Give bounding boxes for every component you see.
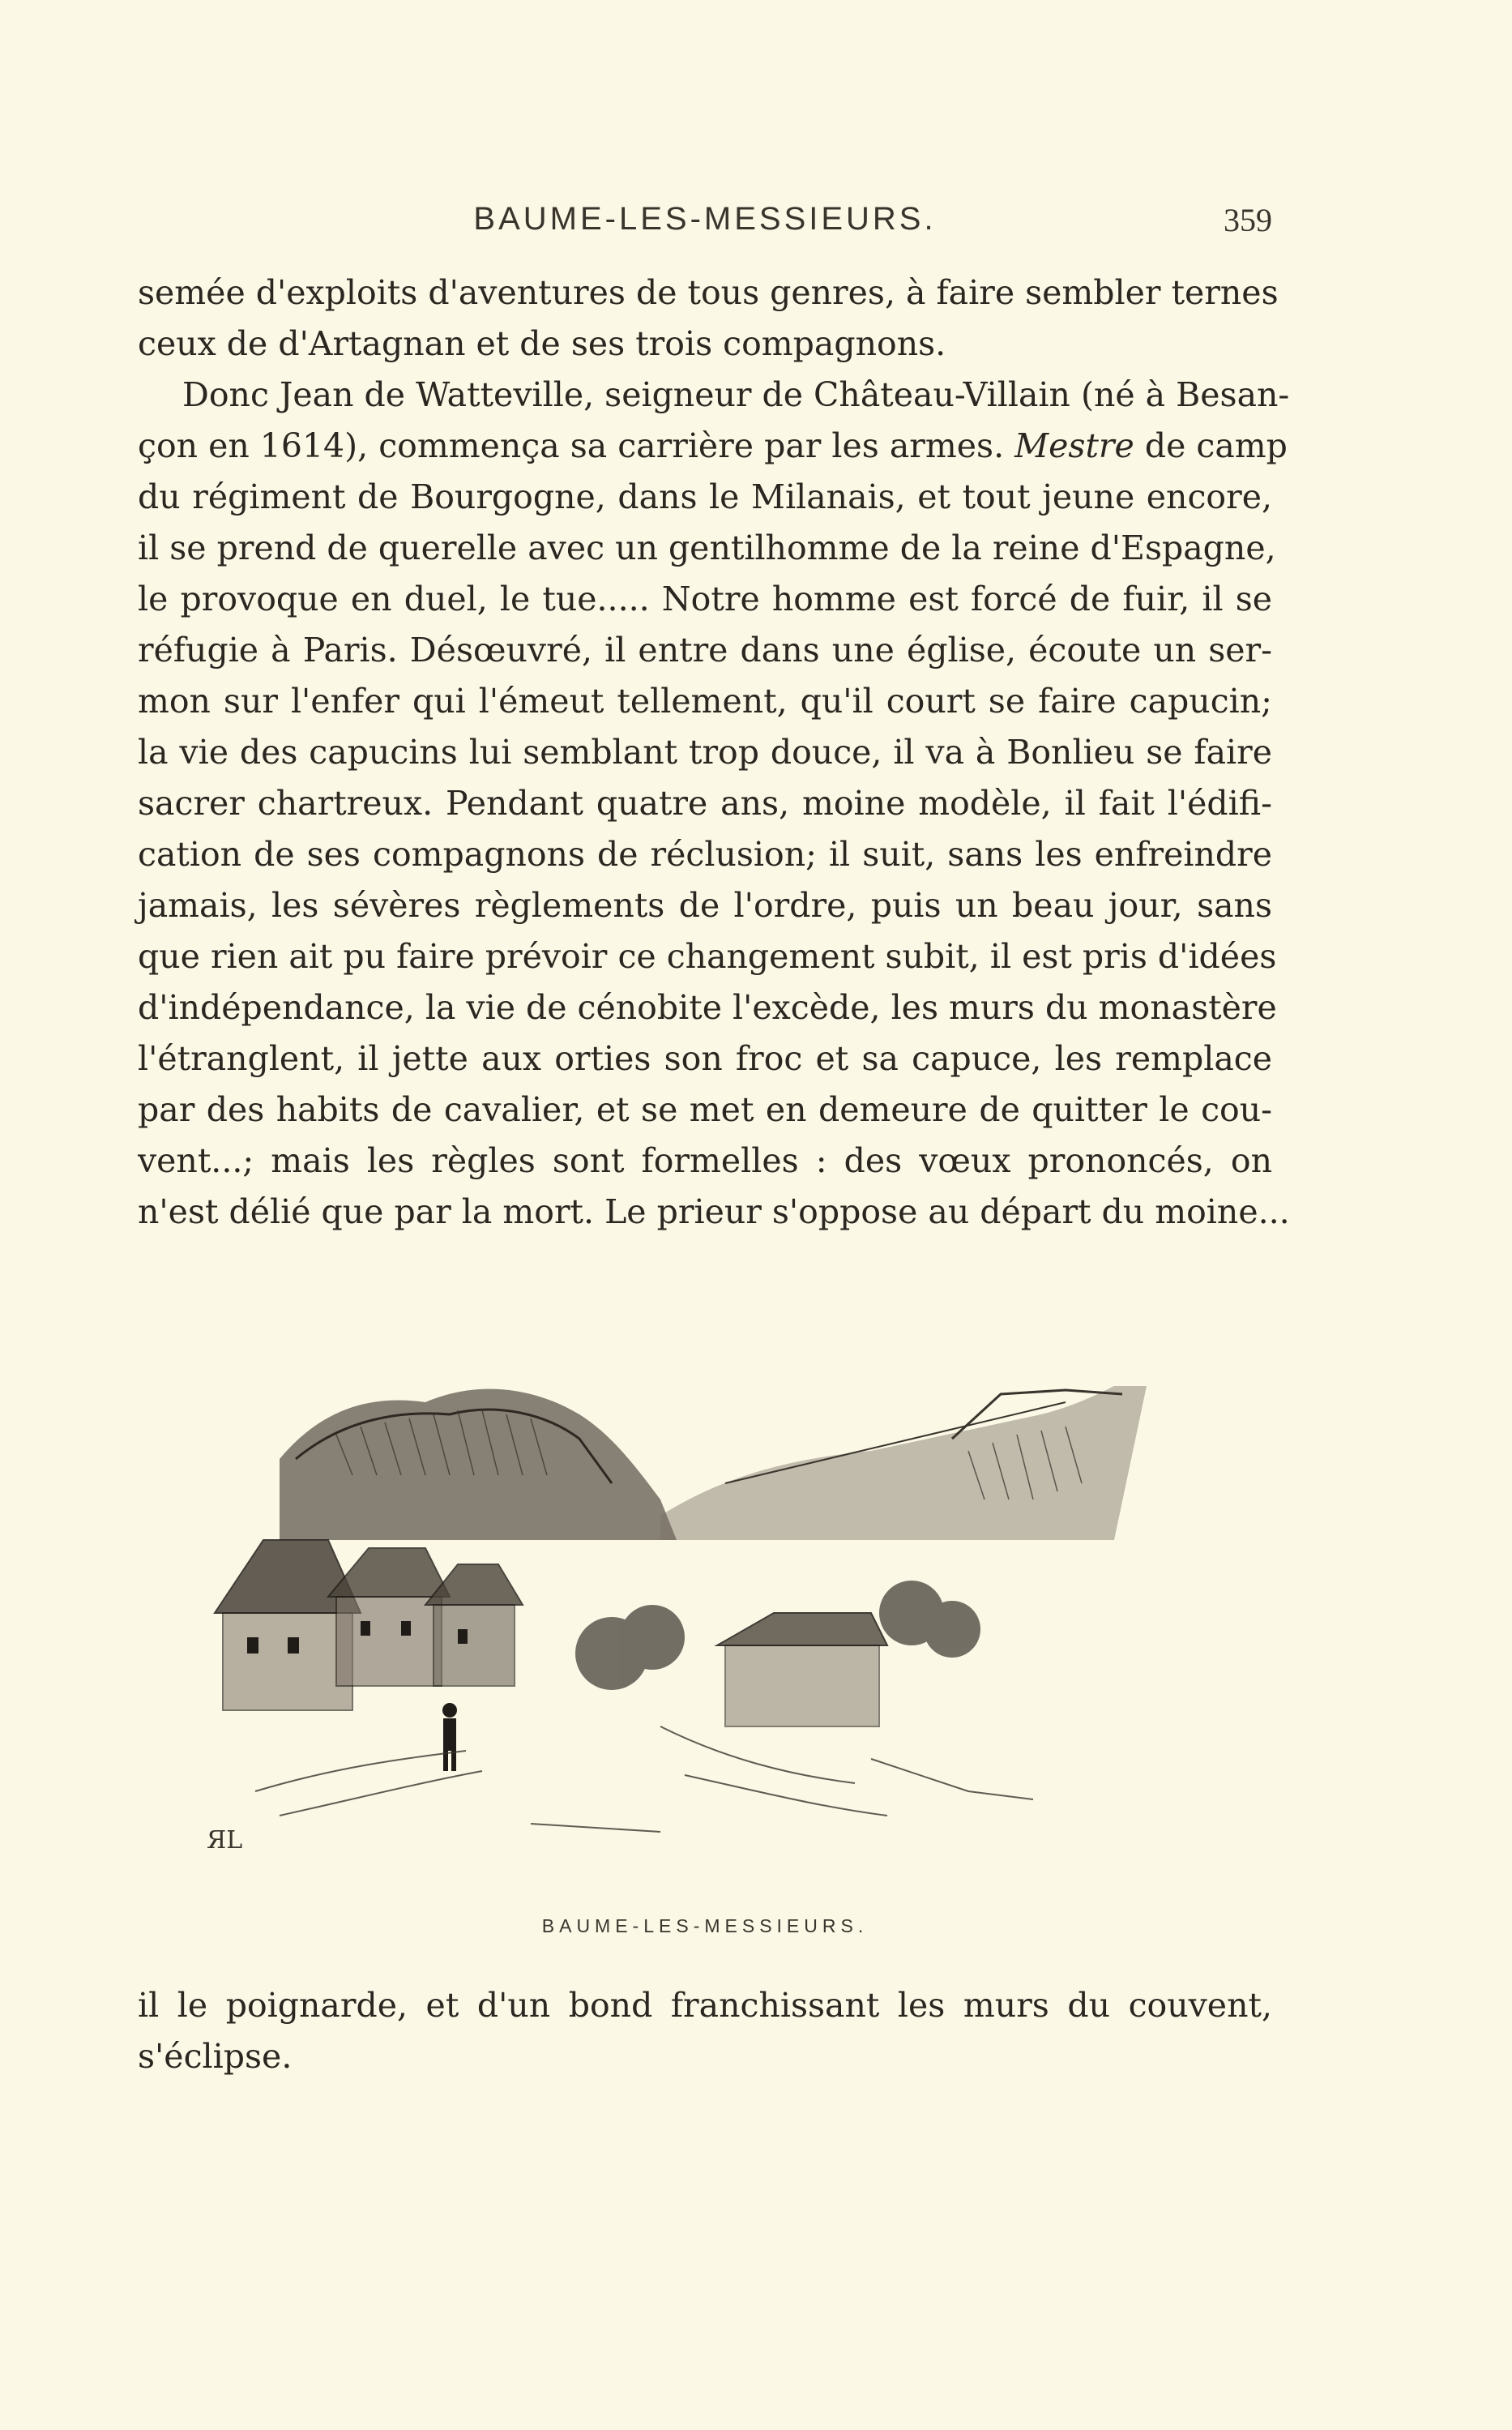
text-line: Donc Jean de Watteville, seigneur de Château-Villain (né à Besan- [182,375,1290,414]
text-line: jamais, les sévères règlements de l'ordre, puis un beau jour, sans [138,886,1272,925]
engraving-signature: ЯL [207,1826,243,1855]
village-engraving [158,1273,1252,1864]
text-span: çon en 1614), commença sa carrière par les armes. [138,426,1005,465]
text-line [138,421,1288,472]
text-line: cation de ses compagnons de réclusion; il suit, sans les enfreindre [138,835,1272,874]
text-line: n'est délié que par la mort. Le prieur s'oppose au départ du moine... [138,1192,1290,1231]
text-line: s'éclipse. [138,2037,293,2076]
italic-word: Mestre [1014,426,1134,465]
text-line: vent...; mais les règles sont formelles : des vœux prononcés, on [138,1141,1272,1180]
engraving-drawing [158,1273,1252,1864]
text-line: que rien ait pu faire prévoir ce changement subit, il est pris d'idées [138,937,1277,976]
body-text [138,267,1290,1238]
text-line: par des habits de cavalier, et se met en demeure de quitter le cou- [138,1090,1272,1129]
running-head [138,201,1272,258]
text-line: ceux de d'Artagnan et de ses trois compagnons. [138,324,946,363]
text-line: l'étranglent, il jette aux orties son froc et sa capuce, les remplace [138,1039,1272,1078]
running-title: BAUME-LES-MESSIEURS. [473,201,937,237]
illustration-caption: BAUME-LES-MESSIEURS. [541,1915,869,1936]
text-line: du régiment de Bourgogne, dans le Milanais, et tout jeune encore, [138,477,1272,516]
page-number: 359 [1224,202,1272,238]
text-span: de camp [1144,426,1288,465]
text-line: il le poignarde, et d'un bond franchissant les murs du couvent, [138,1986,1272,2025]
text-line: d'indépendance, la vie de cénobite l'excède, les murs du monastère [138,988,1277,1027]
text-line: semée d'exploits d'aventures de tous genres, à faire sembler ternes [138,273,1279,312]
text-line: réfugie à Paris. Désœuvré, il entre dans une église, écoute un ser- [138,631,1272,670]
text-line: la vie des capucins lui semblant trop douce, il va à Bonlieu se faire [138,733,1272,772]
text-line: le provoque en duel, le tue..... Notre homme est forcé de fuir, il se [138,580,1272,618]
text-line: mon sur l'enfer qui l'émeut tellement, qu'il court se faire capucin; [138,682,1272,721]
closing-text [138,1980,1272,2082]
text-line: sacrer chartreux. Pendant quatre ans, moine modèle, il fait l'édifi- [138,784,1272,823]
text-line: il se prend de querelle avec un gentilhomme de la reine d'Espagne, [138,528,1276,567]
